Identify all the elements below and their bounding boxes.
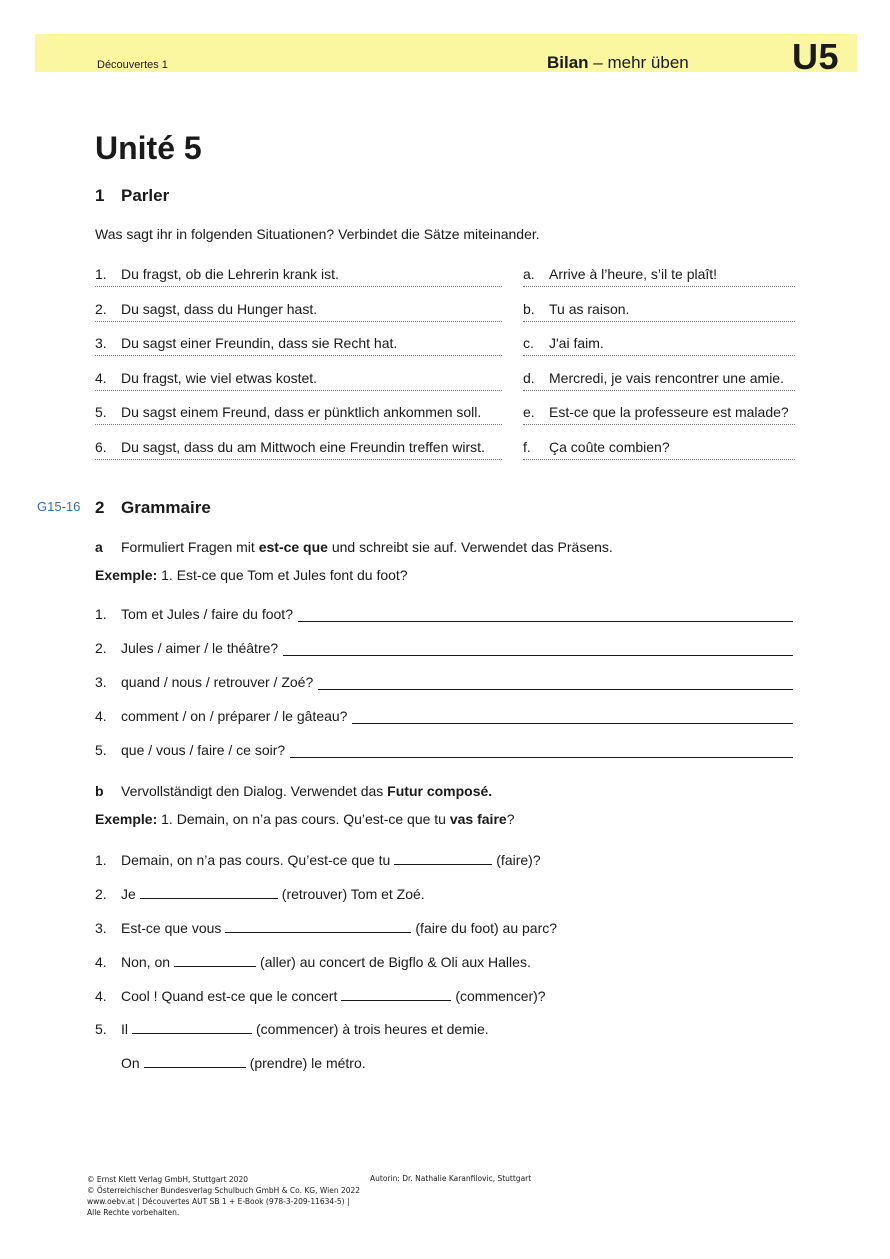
section2-title: Grammaire	[121, 498, 211, 517]
question-row	[95, 674, 793, 690]
answer-line[interactable]	[318, 675, 793, 690]
item-text: Du sagst, dass du Hunger hast.	[121, 301, 318, 317]
item-text: (faire)?	[496, 852, 541, 868]
item-text: Tu as raison.	[549, 301, 630, 317]
question-row	[95, 708, 793, 724]
item-text: Cool ! Quand est-ce que le concert	[121, 988, 338, 1004]
item-text: (commencer) à trois heures et demie.	[256, 1021, 489, 1037]
item-text: J'ai faim.	[549, 335, 604, 351]
item-text: Mercredi, je vais rencontrer une amie.	[549, 370, 784, 386]
item-text: Du sagst, dass du am Mittwoch eine Freundin treffen wirst.	[121, 439, 485, 455]
footer-line: Alle Rechte vorbehalten.	[87, 1208, 180, 1217]
footer-line: www.oebv.at | Découvertes AUT SB 1 + E-Book (978-3-209-11634-5) |	[87, 1197, 350, 1206]
item-text: Tom et Jules / faire du foot?	[121, 606, 293, 622]
dialog-row	[95, 954, 531, 970]
example-bold: vas faire	[449, 811, 507, 827]
item-text: (prendre) le métro.	[249, 1055, 366, 1071]
item-number: 3.	[95, 674, 107, 690]
item-number: 1.	[95, 606, 107, 622]
question-row	[95, 640, 793, 656]
match-left-row	[95, 299, 502, 322]
item-number: 1.	[95, 852, 107, 868]
match-left-row	[95, 333, 502, 356]
item-text: (aller) au concert de Bigflo & Oli aux Halles.	[260, 954, 531, 970]
section1-title: Parler	[121, 186, 170, 205]
bilan-label: Bilan	[547, 53, 589, 72]
footer-line: © Ernst Klett Verlag GmbH, Stuttgart 2020	[87, 1175, 248, 1184]
answer-blank[interactable]	[394, 852, 492, 865]
question-row	[95, 742, 793, 758]
answer-blank[interactable]	[144, 1055, 246, 1068]
dialog-row	[95, 920, 557, 936]
task-b-example	[95, 811, 514, 827]
unit-code: U5	[792, 36, 840, 77]
task-b-instruction	[121, 783, 492, 799]
dialog-row	[95, 1021, 489, 1037]
item-text: Du sagst einem Freund, dass er pünktlich ankommen soll.	[121, 404, 482, 420]
instr-bold: Futur composé.	[387, 783, 493, 799]
item-text: Demain, on n’a pas cours. Qu’est-ce que tu	[121, 852, 391, 868]
match-left-row	[95, 402, 502, 425]
page-title: Unité 5	[95, 130, 202, 166]
item-number: 3.	[95, 335, 107, 351]
section1-instruction: Was sagt ihr in folgenden Situationen? Verbindet die Sätze miteinander.	[95, 226, 540, 242]
instr-text: und schreibt sie auf. Verwendet das Präsens.	[327, 539, 613, 555]
item-letter: b.	[523, 301, 535, 317]
item-text: (retrouver) Tom et Zoé.	[281, 886, 425, 902]
match-right-row	[523, 437, 795, 460]
footer-author: Autorin: Dr. Nathalie Karanfilovic, Stuttgart	[370, 1174, 532, 1183]
item-number: 6.	[95, 439, 107, 455]
dialog-row	[95, 852, 541, 868]
item-text: (commencer)?	[455, 988, 546, 1004]
item-text: Il	[121, 1021, 128, 1037]
item-number: 4.	[95, 988, 107, 1004]
item-text: Est-ce que la professeure est malade?	[549, 404, 789, 420]
task-a-example	[95, 567, 408, 583]
answer-blank[interactable]	[174, 954, 256, 967]
answer-blank[interactable]	[132, 1021, 252, 1034]
example-text: ?	[506, 811, 515, 827]
item-number: 2.	[95, 886, 107, 902]
dialog-row	[95, 886, 425, 902]
answer-line[interactable]	[283, 641, 793, 656]
example-label: Exemple:	[95, 811, 158, 827]
item-letter: a.	[523, 266, 535, 282]
answer-blank[interactable]	[225, 920, 411, 933]
match-left-row	[95, 368, 502, 391]
footer-copyright	[87, 1174, 360, 1218]
dialog-row	[95, 988, 546, 1004]
item-number: 2.	[95, 301, 107, 317]
item-text: Est-ce que vous	[121, 920, 222, 936]
example-text: 1. Demain, on n’a pas cours. Qu’est-ce que tu	[157, 811, 450, 827]
item-text: comment / on / préparer / le gâteau?	[121, 708, 348, 724]
item-text: (faire du foot) au parc?	[415, 920, 558, 936]
item-text: Jules / aimer / le théâtre?	[121, 640, 279, 656]
item-letter: c.	[523, 335, 534, 351]
item-text: Du sagst einer Freundin, dass sie Recht hat.	[121, 335, 398, 351]
match-right-row	[523, 368, 795, 391]
item-letter: f.	[523, 439, 531, 455]
item-text: Non, on	[121, 954, 171, 970]
item-number: 4.	[95, 370, 107, 386]
item-number: 5.	[95, 1021, 107, 1037]
item-number: 4.	[95, 708, 107, 724]
item-text: On	[121, 1055, 140, 1071]
item-text: Du fragst, ob die Lehrerin krank ist.	[121, 266, 339, 282]
match-left-row	[95, 437, 502, 460]
subtitle-label: – mehr üben	[588, 53, 689, 72]
answer-line[interactable]	[298, 607, 793, 622]
match-right-row	[523, 333, 795, 356]
instr-bold: est-ce que	[258, 539, 328, 555]
item-letter: e.	[523, 404, 535, 420]
question-row	[95, 606, 793, 622]
item-text: Arrive à l’heure, s’il te plaît!	[549, 266, 718, 282]
task-a-instruction	[121, 539, 613, 555]
section1-number: 1	[95, 186, 105, 205]
item-text: Je	[121, 886, 136, 902]
item-number: 2.	[95, 640, 107, 656]
grammar-reference: G15-16	[37, 499, 81, 514]
item-number: 3.	[95, 920, 107, 936]
example-text: 1. Est-ce que Tom et Jules font du foot?	[157, 567, 408, 583]
task-b-letter: b	[95, 783, 104, 799]
item-letter: d.	[523, 370, 535, 386]
section2-number: 2	[95, 498, 105, 517]
answer-blank[interactable]	[341, 988, 451, 1001]
instr-text: Formuliert Fragen mit	[121, 539, 259, 555]
item-number: 5.	[95, 404, 107, 420]
example-label: Exemple:	[95, 567, 158, 583]
item-number: 5.	[95, 742, 107, 758]
dialog-row	[95, 1055, 366, 1071]
task-a-letter: a	[95, 539, 103, 555]
item-text: Du fragst, wie viel etwas kostet.	[121, 370, 318, 386]
item-text: que / vous / faire / ce soir?	[121, 742, 286, 758]
answer-line[interactable]	[352, 709, 793, 724]
footer-line: © Österreichischer Bundesverlag Schulbuch GmbH & Co. KG, Wien 2022	[87, 1186, 361, 1195]
item-number: 4.	[95, 954, 107, 970]
answer-blank[interactable]	[140, 886, 278, 899]
answer-line[interactable]	[290, 743, 793, 758]
instr-text: Vervollständigt den Dialog. Verwendet das	[121, 783, 388, 799]
item-number: 1.	[95, 266, 107, 282]
header-subtitle	[547, 53, 689, 73]
book-title: Découvertes 1	[97, 59, 168, 71]
item-text: Ça coûte combien?	[549, 439, 670, 455]
match-right-row	[523, 264, 795, 287]
item-text: quand / nous / retrouver / Zoé?	[121, 674, 314, 690]
match-right-row	[523, 299, 795, 322]
match-left-row	[95, 264, 502, 287]
match-right-row	[523, 402, 795, 425]
